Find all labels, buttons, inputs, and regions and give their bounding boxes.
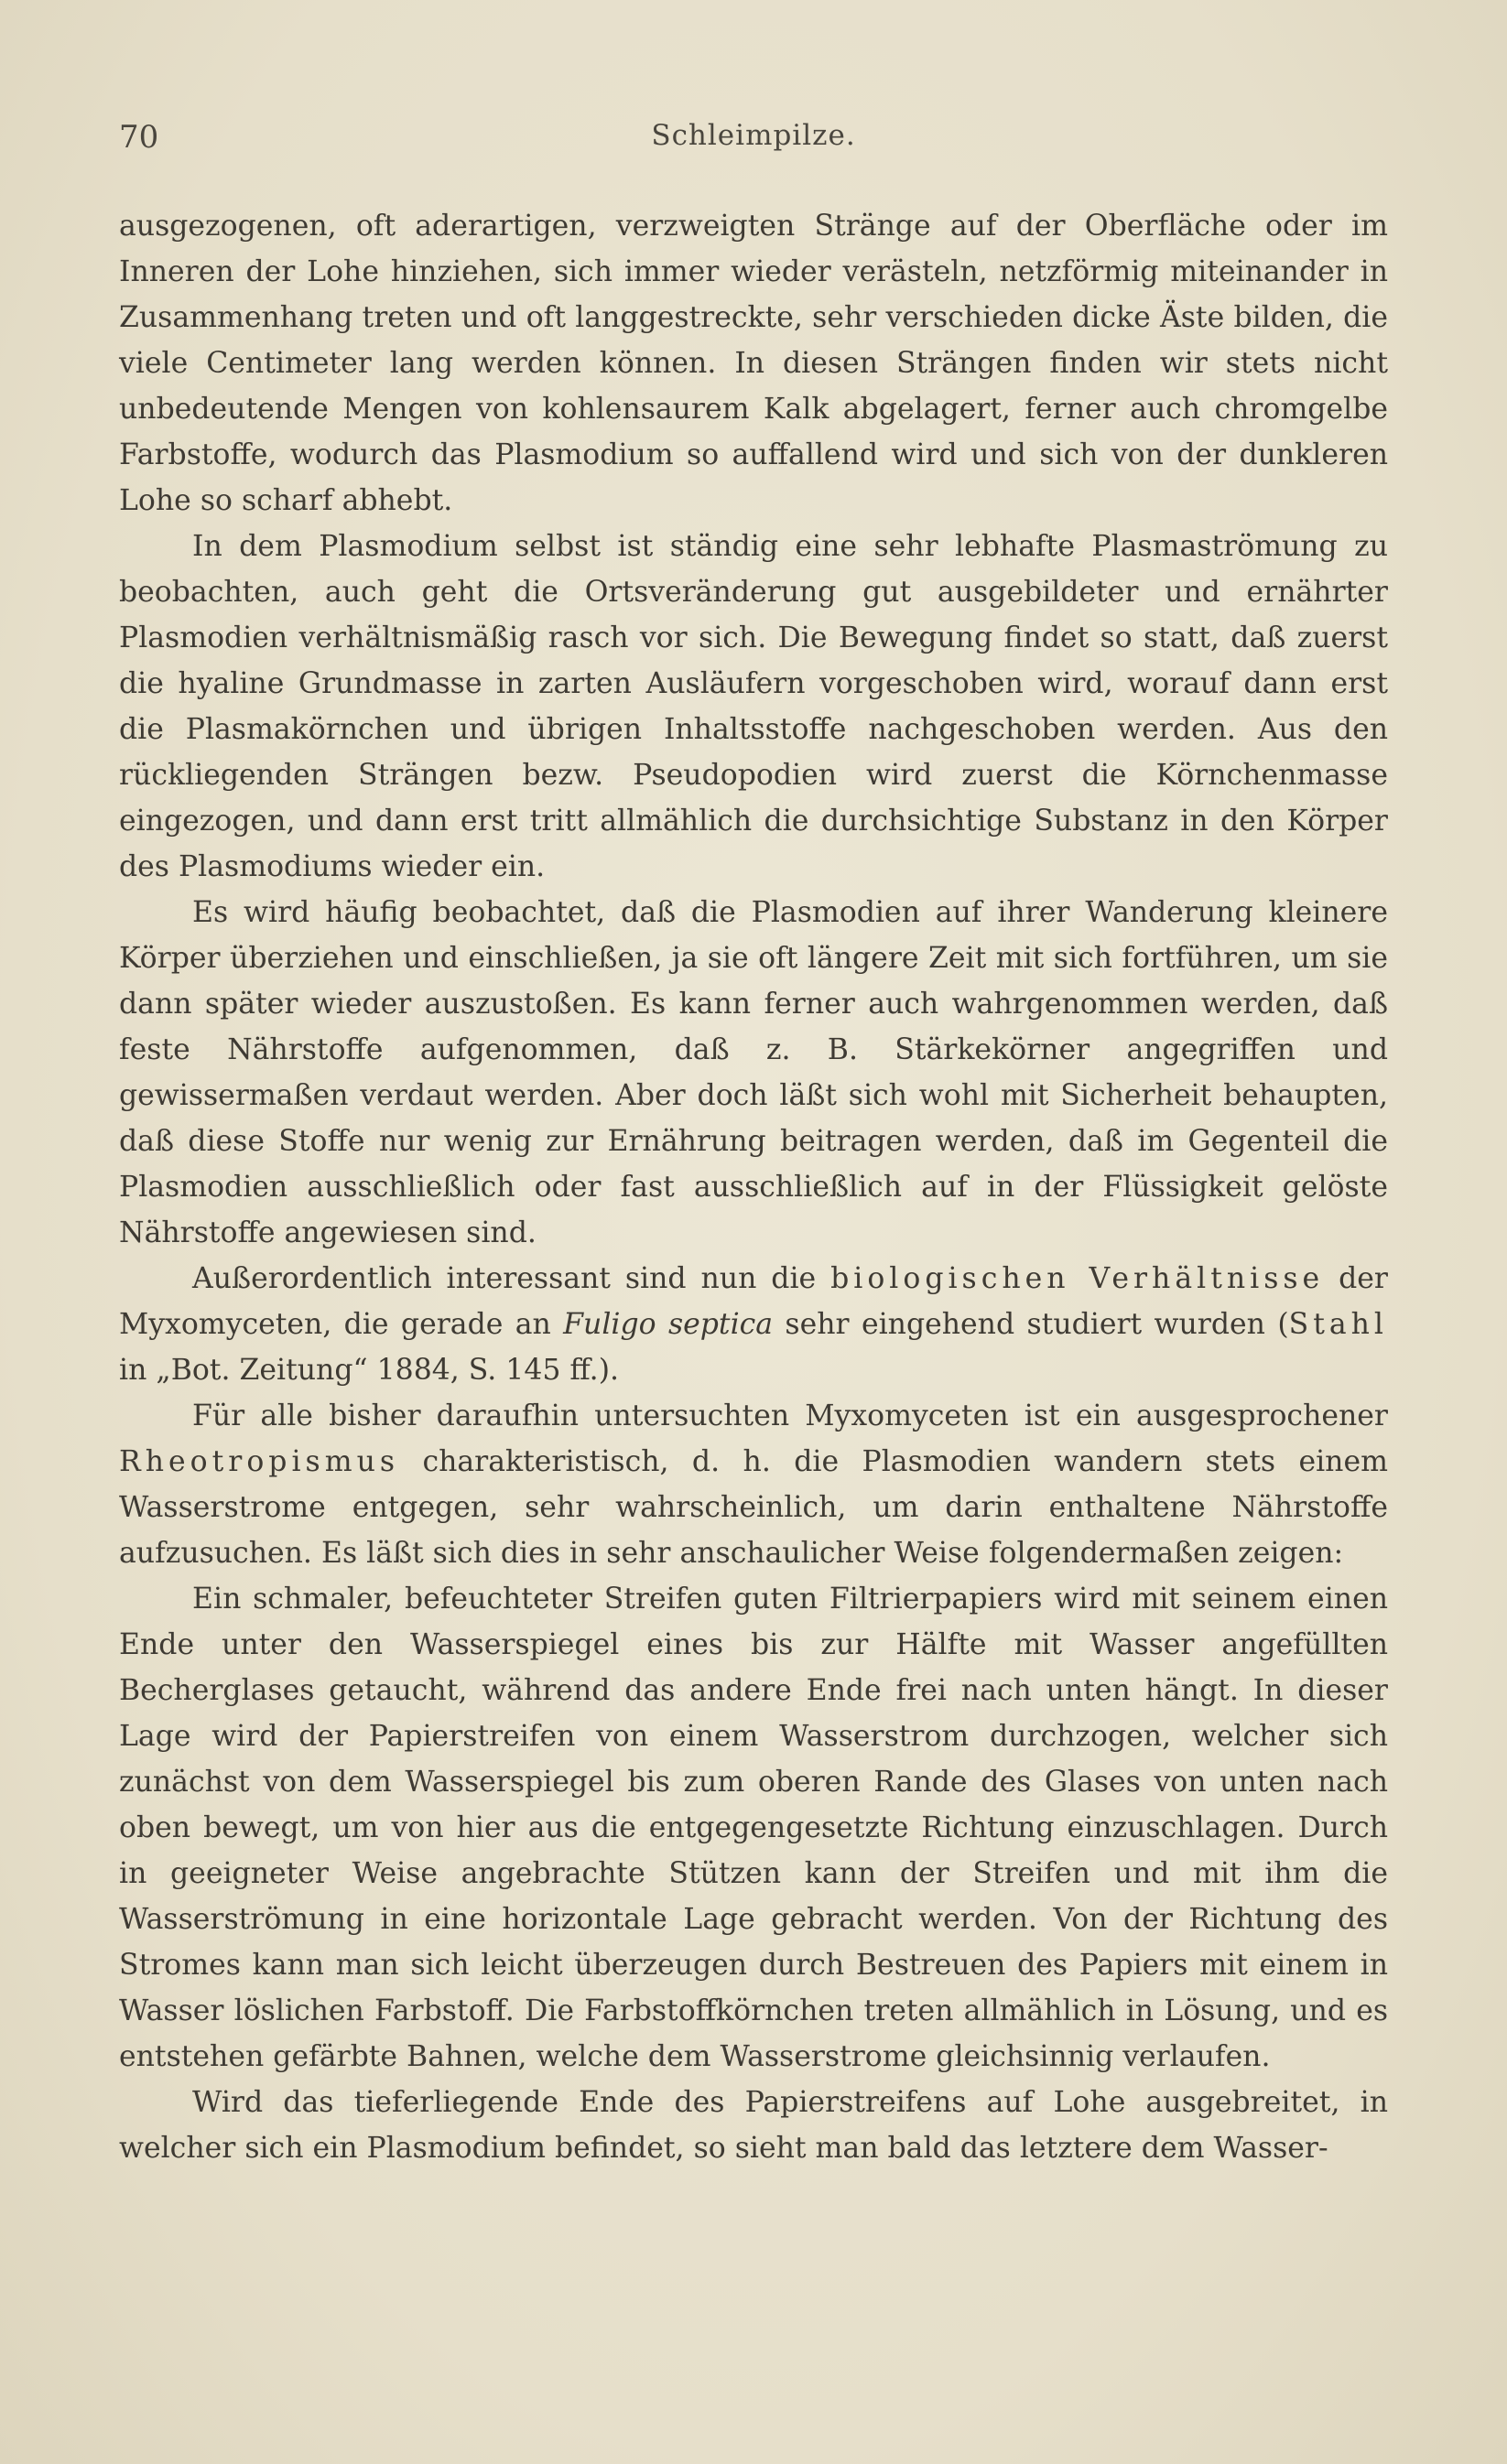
page-number: 70 [119,119,159,156]
paragraph [119,1393,1388,1576]
emphasized-term: biologischen Verhältnisse [830,1262,1325,1295]
body-text [119,203,1388,2171]
paragraph-text: der Myxomyceten, die gerade an [119,1262,1388,1341]
author-name: Stahl [1288,1308,1389,1341]
paragraph: Ein schmaler, befeuchteter Streifen guten Filtrierpapiers wird mit seinem einen Ende unter den Wasserspiegel eines bis zur Hälfte mit Wasser angefüllten Becherglases getaucht, während das andere Ende frei nach unten hängt. In dieser Lage wird der Papierstreifen von einem Wasserstrom durchzogen, welcher sich zunächst von dem Wasserspiegel bis zum oberen Rande des Glases von unten nach oben bewegt, um von hier aus die entgegengesetzte Richtung einzuschlagen. Durch in geeigneter Weise angebrachte Stützen kann der Streifen und mit ihm die Wasserströmung in eine horizontale Lage gebracht werden. Von der Richtung des Stromes kann man sich leicht überzeugen durch Bestreuen des Papiers mit einem in Wasser löslichen Farbstoff. Die Farbstoffkörnchen treten allmählich in Lösung, und es entstehen gefärbte Bahnen, welche dem Wasserstrome gleichsinnig verlaufen. [119,1583,1388,2073]
paragraph-text: Außerordentlich interessant sind nun die [192,1262,831,1295]
paragraph: Wird das tieferliegende Ende des Papierstreifens auf Lohe ausgebreitet, in welcher sich ein Plasmodium befindet, so sieht man bald das letztere dem Wasser- [119,2086,1388,2165]
paragraph-text: in „Bot. Zeitung“ 1884, S. 145 ff.). [119,1354,619,1387]
paragraph: ausgezogenen, oft aderartigen, verzweigten Stränge auf der Oberfläche oder im Inneren der Lohe hinziehen, sich immer wieder verästeln, netzförmig miteinander in Zusammenhang treten und oft langgestreckte, sehr verschieden dicke Äste bilden, die viele Centimeter lang werden können. In diesen Strängen finden wir stets nicht unbedeutende Mengen von kohlensaurem Kalk abgelagert, ferner auch chromgelbe Farbstoffe, wodurch das Plasmodium so auffallend wird und sich von der dunkleren Lohe so scharf abhebt. [119,210,1388,517]
paragraph: Es wird häufig beobachtet, daß die Plasmodien auf ihrer Wanderung kleinere Körper überziehen und einschließen, ja sie oft längere Zeit mit sich fortführen, um sie dann später wieder auszustoßen. Es kann ferner auch wahrgenommen werden, daß feste Nährstoffe aufgenommen, daß z. B. Stärkekörner angegriffen und gewissermaßen verdaut werden. Aber doch läßt sich wohl mit Sicherheit behaupten, daß diese Stoffe nur wenig zur Ernährung beitragen werden, daß im Gegenteil die Plasmodien ausschließlich oder fast ausschließlich auf in der Flüssigkeit gelöste Nährstoffe angewiesen sind. [119,896,1388,1249]
paragraph-text: charakteristisch, d. h. die Plasmodien wandern stets einem Wasserstrome entgegen, sehr wahrscheinlich, um darin enthaltene Nährstoffe aufzusuchen. Es läßt sich dies in sehr anschaulicher Weise folgendermaßen zeigen: [119,1445,1388,1570]
paragraph-text: sehr eingehend studiert wurden ( [773,1308,1289,1341]
page-header [119,119,1388,165]
emphasized-term: Rheotropismus [119,1445,400,1478]
running-head: Schleimpilze. [651,119,856,152]
paragraph [119,1256,1388,1393]
paragraph-text: Für alle bisher daraufhin untersuchten Myxomyceten ist ein ausgesprochener [192,1400,1388,1432]
species-name: Fuligo septica [563,1308,774,1341]
paragraph: In dem Plasmodium selbst ist ständig eine sehr lebhafte Plasmaströmung zu beobachten, auch geht die Ortsveränderung gut ausgebildeter und ernährter Plasmodien verhältnismäßig rasch vor sich. Die Bewegung findet so statt, daß zuerst die hyaline Grundmasse in zarten Ausläufern vorgeschoben wird, worauf dann erst die Plasmakörnchen und übrigen Inhaltsstoffe nachgeschoben werden. Aus den rückliegenden Strängen bezw. Pseudopodien wird zuerst die Körnchenmasse eingezogen, und dann erst tritt allmählich die durchsichtige Substanz in den Körper des Plasmodiums wieder ein. [119,530,1388,883]
